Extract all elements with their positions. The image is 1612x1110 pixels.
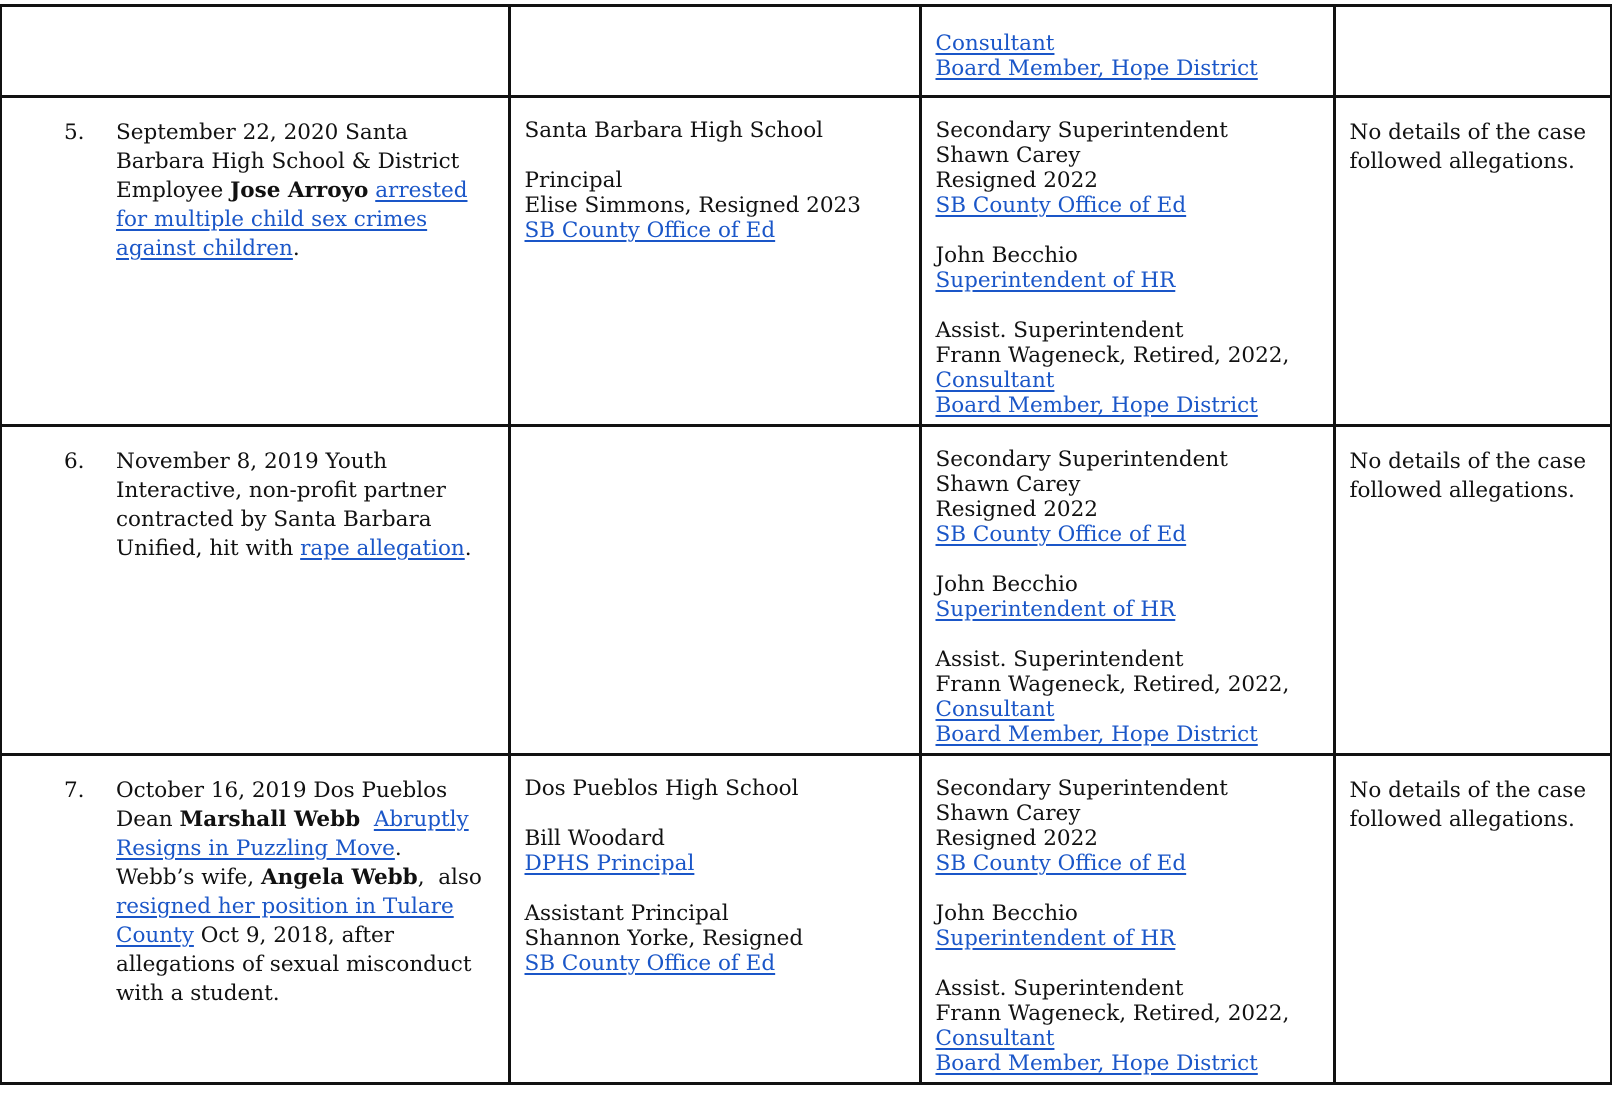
table-row: [1, 426, 1611, 755]
staff-status: Resigned 2022: [935, 826, 1098, 851]
staff-status: Resigned 2022: [935, 497, 1098, 522]
staff-status: Resigned 2022: [935, 168, 1098, 193]
outcome-cell: [1334, 755, 1611, 1084]
consultant-link[interactable]: Consultant: [935, 697, 1055, 722]
staff-link[interactable]: DPHS Principal: [524, 851, 695, 876]
school-cell: [509, 97, 920, 426]
district-staff-cell: [920, 97, 1334, 426]
outcome-cell: [1334, 97, 1611, 426]
row-number: 5.: [64, 120, 85, 145]
incident-cell: [1, 6, 509, 97]
incident-description: [16, 776, 494, 1008]
incident-table: [0, 4, 1612, 1085]
accused-name: Marshall Webb: [179, 807, 361, 832]
staff-title: Assist. Superintendent: [935, 318, 1184, 343]
school-name: Santa Barbara High School: [524, 118, 824, 143]
staff-name: Shannon Yorke, Resigned: [524, 926, 804, 951]
staff-link[interactable]: Superintendent of HR: [935, 597, 1176, 622]
board-member-link[interactable]: Board Member, Hope District: [935, 56, 1258, 81]
district-staff-cell: [920, 6, 1334, 97]
consultant-link[interactable]: Consultant: [935, 1026, 1055, 1051]
school-cell: [509, 426, 920, 755]
staff-link[interactable]: Superintendent of HR: [935, 926, 1176, 951]
incident-text-middle: . Webb’s wife,: [116, 836, 416, 890]
staff-name: Shawn Carey: [935, 801, 1081, 826]
incident-description: [16, 118, 494, 263]
news-link[interactable]: resigned her position in Tulare County: [116, 894, 454, 948]
incident-text-end: Oct 9, 2018, after allegations of sexual misconduct with a student.: [116, 923, 472, 1006]
outcome-text: No details of the case followed allegations.: [1349, 778, 1587, 832]
incident-cell: [1, 426, 509, 755]
staff-name: Frann Wageneck, Retired, 2022,: [935, 672, 1290, 697]
row-number: 7.: [64, 778, 85, 803]
school-cell: [509, 6, 920, 97]
outcome-text: No details of the case followed allegations.: [1349, 449, 1587, 503]
staff-link[interactable]: SB County Office of Ed: [524, 951, 776, 976]
table-row-continued: [1, 6, 1611, 97]
consultant-link[interactable]: Consultant: [935, 368, 1055, 393]
staff-title: Assist. Superintendent: [935, 647, 1184, 672]
incident-text: November 8, 2019 Youth Interactive, non-profit partner contracted by Santa Barbara Unified, hit with: [116, 449, 446, 561]
staff-name: Frann Wageneck, Retired, 2022,: [935, 1001, 1290, 1026]
staff-name: Elise Simmons, Resigned 2023: [524, 193, 861, 218]
table-row: [1, 755, 1611, 1084]
incident-text: October 16, 2019 Dos Pueblos Dean: [116, 778, 448, 832]
news-link[interactable]: arrested for multiple child sex crimes against children: [116, 178, 468, 261]
staff-title: Assist. Superintendent: [935, 976, 1184, 1001]
staff-name: Bill Woodard: [524, 826, 665, 851]
incident-text-middle-2: , also: [417, 865, 489, 890]
district-staff-cell: [920, 755, 1334, 1084]
staff-name: Frann Wageneck, Retired, 2022,: [935, 343, 1290, 368]
staff-role: Assistant Principal: [524, 901, 729, 926]
spacer: [360, 807, 374, 832]
staff-name: Shawn Carey: [935, 143, 1081, 168]
staff-name: Shawn Carey: [935, 472, 1081, 497]
staff-link[interactable]: SB County Office of Ed: [935, 522, 1187, 547]
staff-title: Secondary Superintendent: [935, 447, 1228, 472]
staff-link[interactable]: Superintendent of HR: [935, 268, 1176, 293]
staff-title: Secondary Superintendent: [935, 776, 1228, 801]
school-name: Dos Pueblos High School: [524, 776, 799, 801]
table-row: [1, 97, 1611, 426]
incident-text: September 22, 2020 Santa Barbara High School & District Employee: [116, 120, 460, 203]
board-member-link[interactable]: Board Member, Hope District: [935, 393, 1258, 418]
outcome-cell: [1334, 6, 1611, 97]
board-member-link[interactable]: Board Member, Hope District: [935, 1051, 1258, 1076]
consultant-link[interactable]: Consultant: [935, 31, 1055, 56]
accused-name: Jose Arroyo: [230, 178, 369, 203]
outcome-text: No details of the case followed allegations.: [1349, 120, 1587, 174]
staff-name: John Becchio: [935, 243, 1078, 268]
incident-text-end: .: [464, 536, 472, 561]
school-cell: [509, 755, 920, 1084]
staff-role: Principal: [524, 168, 623, 193]
staff-link[interactable]: SB County Office of Ed: [935, 193, 1187, 218]
staff-link[interactable]: SB County Office of Ed: [524, 218, 776, 243]
incident-cell: [1, 755, 509, 1084]
staff-link[interactable]: SB County Office of Ed: [935, 851, 1187, 876]
board-member-link[interactable]: Board Member, Hope District: [935, 722, 1258, 747]
outcome-cell: [1334, 426, 1611, 755]
incident-text-end: .: [292, 236, 300, 261]
incident-description: [16, 447, 494, 563]
related-name: Angela Webb: [260, 865, 418, 890]
district-staff-cell: [920, 426, 1334, 755]
staff-name: John Becchio: [935, 572, 1078, 597]
staff-title: Secondary Superintendent: [935, 118, 1228, 143]
incident-cell: [1, 97, 509, 426]
news-link[interactable]: rape allegation: [300, 536, 465, 561]
staff-name: John Becchio: [935, 901, 1078, 926]
row-number: 6.: [64, 449, 85, 474]
news-link[interactable]: Abruptly Resigns in Puzzling Move: [116, 807, 469, 861]
